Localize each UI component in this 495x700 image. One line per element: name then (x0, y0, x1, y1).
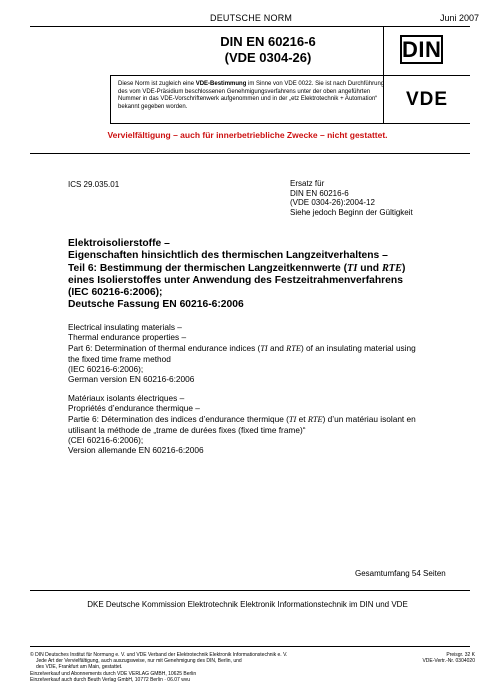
title-line: eines Isolierstoffes unter Anwendung des Festzeitrahmenverfahrens (68, 274, 403, 286)
ti-symbol: TI (347, 262, 358, 274)
title-text: ) d’un matériau isolant en (322, 413, 416, 424)
title-line: Elektroisolierstoffe – (68, 238, 170, 249)
title-french (68, 393, 468, 456)
vde-number: (VDE 0304-26) (224, 50, 312, 65)
note-top-rule (110, 75, 470, 76)
rte-symbol: RTE (307, 414, 323, 424)
title-text: Partie 6: Détermination des indices d’endurance thermique ( (68, 413, 289, 424)
title-line (68, 343, 468, 354)
price-info (410, 652, 475, 664)
copyright-notice (30, 652, 370, 683)
ti-symbol: TI (260, 343, 268, 353)
title-line (68, 414, 468, 425)
title-line: German version EN 60216-6:2006 (68, 374, 195, 385)
title-line: Deutsche Fassung EN 60216-6:2006 (68, 299, 244, 311)
vde-note-text: Diese Norm ist zugleich eine (118, 81, 196, 87)
standard-number-block (168, 34, 368, 66)
title-text: und (357, 262, 382, 274)
vde-note (118, 81, 386, 111)
reproduction-warning: Vervielfältigung – auch für innerbetriebliche Zwecke – nicht gestattet. (107, 130, 388, 140)
replacement-info (290, 179, 413, 217)
rte-symbol: RTE (381, 262, 402, 274)
replacement-line: (VDE 0304-26):2004-12 (290, 198, 375, 207)
copyright-line: Jede Art der Vervielfältigung, auch auszugsweise, nur mit Genehmigung des DIN, Berlin, und (36, 658, 242, 665)
title-line: Matériaux isolants électriques – (68, 393, 185, 403)
title-english (68, 322, 468, 385)
title-line: Thermal endurance properties – (68, 332, 187, 343)
ics-code: ICS 29.035.01 (68, 180, 120, 189)
rte-symbol: RTE (286, 343, 301, 353)
vde-note-text-2: im Sinne von VDE 0022. Sie ist nach Durchführung des vom VDE-Präsidium beschlossenen Genehmigungsverfahrens unter der oben angeführten Nummer in das VDE-Vorschriftenwerk aufgenommen und in der „etz Elektrotechnik + Automation“ bekannt gegeben worden. (118, 81, 385, 110)
total-pages: Gesamtumfang 54 Seiten (355, 569, 446, 578)
vde-note-bold: VDE-Bestimmung (195, 81, 247, 87)
title-line: Electrical insulating materials – (68, 322, 182, 332)
copyright-line: Einzelverkauf und Abonnements durch VDE VERLAG GMBH, 10625 Berlin (30, 670, 197, 677)
copyright-line: Einzelverkauf auch durch Beuth Verlag GmbH, 10772 Berlin · 06.07 wvu (30, 676, 191, 683)
title-line: (IEC 60216-6:2006); (68, 364, 144, 375)
title-line: utilisant la méthode de „trame de durées fixes (fixed time frame)“ (68, 424, 306, 435)
dke-line: DKE Deutsche Kommission Elektrotechnik Elektronik Informationstechnik im DIN und VDE (87, 600, 408, 609)
title-line: Version allemande EN 60216-6:2006 (68, 445, 204, 456)
title-line: Propriétés d’endurance thermique – (68, 403, 200, 414)
title-line: the fixed time frame method (68, 353, 171, 364)
title-text: Part 6: Determination of thermal endurance indices ( (68, 342, 261, 353)
title-text: and (267, 342, 287, 353)
replacement-line: Ersatz für (290, 179, 325, 188)
title-line: (CEI 60216-6:2006); (68, 435, 144, 446)
note-bottom-rule (110, 123, 470, 124)
title-text: Teil 6: Bestimmung der thermischen Langzeitkennwerte ( (68, 262, 348, 274)
document-type: DEUTSCHE NORM (210, 13, 293, 23)
warning-rule (30, 153, 470, 154)
title-line: Eigenschaften hinsichtlich des thermischen Langzeitverhaltens – (68, 250, 388, 262)
copyright-line: © DIN Deutsches Institut für Normung e. V. und VDE Verband der Elektrotechnik Elektronik Informationstechnik e. V. (30, 652, 288, 658)
publication-date: Juni 2007 (440, 13, 480, 23)
standard-number: DIN EN 60216-6 (220, 34, 316, 49)
ti-symbol: TI (288, 414, 297, 424)
title-german (68, 238, 468, 312)
title-text: et (296, 413, 308, 424)
footer-rule (30, 646, 470, 647)
price-group: Preisgr. 32 K (446, 652, 475, 658)
din-logo-text: DIN (402, 37, 442, 62)
note-left-rule (110, 75, 111, 124)
title-text: ) (401, 262, 406, 274)
vde-vertr-number: VDE-Vertr.-Nr. 0304020 (422, 658, 475, 665)
title-line: (IEC 60216-6:2006); (68, 287, 163, 299)
copyright-line: des VDE, Frankfurt am Main, gestattet. (36, 664, 123, 671)
vde-logo: VDE (405, 89, 449, 110)
replacement-line: Siehe jedoch Beginn der Gültigkeit (290, 207, 413, 217)
pages-rule (30, 590, 470, 591)
din-logo (400, 35, 443, 64)
replacement-line: DIN EN 60216-6 (290, 188, 349, 198)
title-line (68, 263, 468, 275)
title-text: ) of an insulating material using (300, 342, 416, 353)
header-rule (30, 26, 470, 27)
